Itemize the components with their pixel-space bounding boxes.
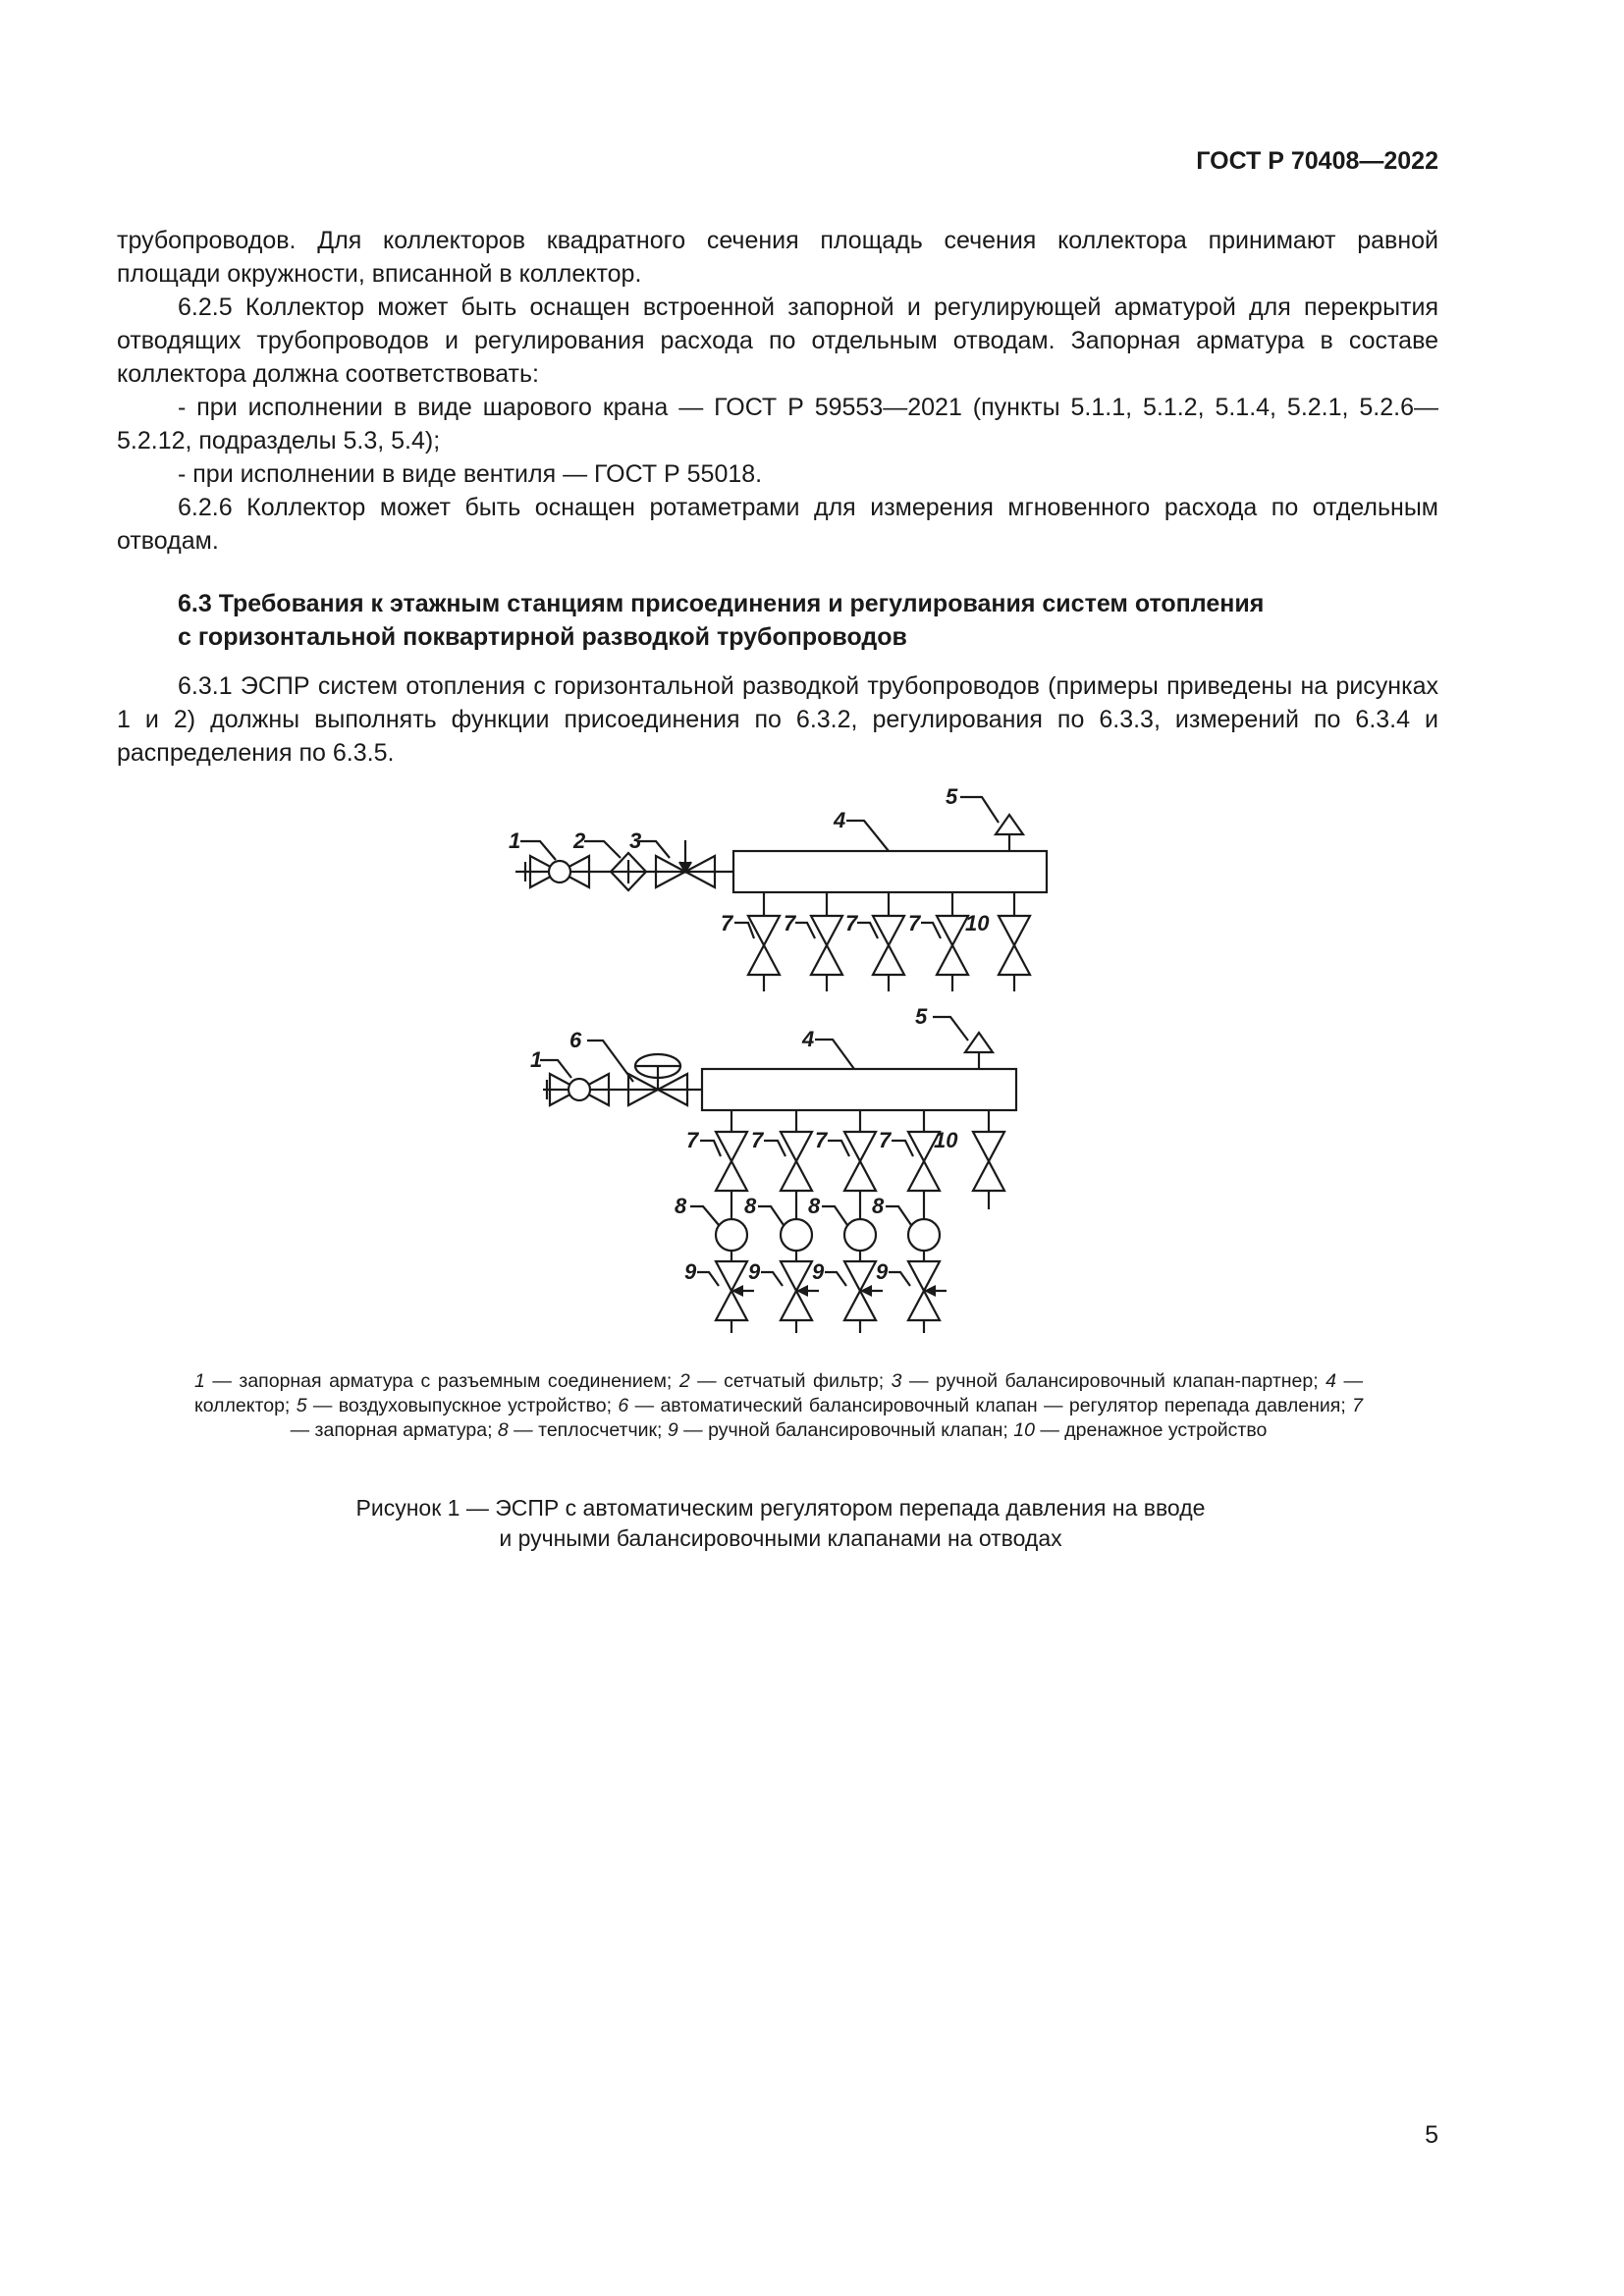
page-number: 5 [1425, 2121, 1438, 2149]
bottom-dp-regulator-diaphragm [635, 1054, 680, 1066]
label-3: 3 [629, 828, 642, 853]
label-7-top-2: 7 [784, 911, 796, 935]
bottom-branch-shutoff-valve-2 [781, 1132, 812, 1191]
legend-item-7: 7 — запорная арматура; [290, 1395, 1363, 1441]
caption-line1: Рисунок 1 — ЭСПР с автоматическим регулятором перепада давления на вводе [355, 1495, 1206, 1521]
label-9-3: 9 [812, 1259, 825, 1284]
bottom-heat-meter-3 [844, 1219, 876, 1251]
legend-item-3: 3 — ручной балансировочный клапан-партнер; [891, 1370, 1326, 1392]
legend-item-1: 1 — запорная арматура с разъемным соединением; [194, 1370, 679, 1392]
paragraph-6-3-1: 6.3.1 ЭСПР систем отопления с горизонтальной разводкой трубопроводов (примеры приведены на рисунках 1 и 2) должны выполнять функции присоединения по 6.3.2, регулирования по 6.3.3, измерений по 6.3.4 и распределения по 6.3.5. [117, 672, 1438, 767]
label-9-4: 9 [876, 1259, 889, 1284]
paragraph-continuation-line1: трубопроводов. Для коллекторов квадратного сечения площадь сечения коллектора принимают равной [117, 227, 1438, 254]
label-7-bottom-3: 7 [815, 1128, 828, 1152]
figure-caption [196, 1493, 1365, 1554]
bottom-air-vent [965, 1033, 993, 1052]
label-9-1: 9 [684, 1259, 697, 1284]
top-branch-valve-1 [748, 916, 780, 975]
bottom-manifold [702, 1069, 1016, 1110]
label-1-bottom: 1 [530, 1047, 543, 1072]
label-6: 6 [569, 1028, 582, 1052]
label-4-bottom: 4 [802, 1027, 815, 1051]
label-4-top: 4 [834, 808, 846, 832]
bottom-branch-shutoff-valve-3 [844, 1132, 876, 1191]
list-item-globe-valve: - при исполнении в виде вентиля — ГОСТ Р 55018. [178, 460, 763, 488]
label-8-4: 8 [872, 1194, 885, 1218]
legend-item-10: 10 — дренажное устройство [1013, 1419, 1268, 1441]
bottom-heat-meter-1 [716, 1219, 747, 1251]
label-5-top: 5 [946, 784, 958, 809]
legend-item-8: 8 — теплосчетчик; [497, 1419, 668, 1441]
legend-item-5: 5 — воздуховыпускное устройство; [296, 1395, 619, 1416]
legend-item-9: 9 — ручной балансировочный клапан; [667, 1419, 1014, 1441]
section-title-line1: 6.3 Требования к этажным станциям присоединения и регулирования систем отопления [178, 590, 1265, 617]
label-7-bottom-2: 7 [751, 1128, 764, 1152]
label-2: 2 [573, 828, 586, 853]
label-7-bottom-1: 7 [686, 1128, 699, 1152]
bottom-branch-shutoff-valve-1 [716, 1132, 747, 1191]
label-10-top: 10 [965, 911, 990, 935]
label-5-bottom: 5 [915, 1004, 928, 1029]
bottom-heat-meter-4 [908, 1219, 940, 1251]
legend-item-2: 2 — сетчатый фильтр; [678, 1370, 892, 1392]
bottom-drain-valve [973, 1132, 1004, 1191]
label-7-bottom-4: 7 [879, 1128, 892, 1152]
label-8-1: 8 [675, 1194, 687, 1218]
legend-item-4: 4 — коллектор; [194, 1370, 1364, 1416]
paragraph-continuation-line2: площади окружности, вписанной в коллектор. [117, 260, 642, 288]
label-8-3: 8 [808, 1194, 821, 1218]
bottom-heat-meter-2 [781, 1219, 812, 1251]
paragraph-6-2-6: 6.2.6 Коллектор может быть оснащен ротаметрами для измерения мгновенного расхода по отдельным отводам. [117, 494, 1438, 555]
top-drain-valve [999, 916, 1030, 975]
document-code-header: ГОСТ Р 70408—2022 [1196, 147, 1438, 175]
paragraph-6-2-5: 6.2.5 Коллектор может быть оснащен встроенной запорной и регулирующей арматурой для перекрытия отводящих трубопроводов и регулирования расхода по отдельным отводам. Запорная арматура в составе коллектора должна соответствовать: [117, 294, 1438, 388]
label-10-bottom: 10 [934, 1128, 958, 1152]
label-8-2: 8 [744, 1194, 757, 1218]
top-branch-valve-2 [811, 916, 842, 975]
top-branch-valve-3 [873, 916, 904, 975]
label-7-top-3: 7 [845, 911, 858, 935]
top-manifold [733, 851, 1047, 892]
label-7-top-1: 7 [721, 911, 733, 935]
list-item-ball-valve: - при исполнении в виде шарового крана — ГОСТ Р 59553—2021 (пункты 5.1.1, 5.1.2, 5.1.4, 5.2.1, 5.2.6—5.2.12, подразделы 5.3, 5.4); [117, 394, 1438, 454]
top-branch-valve-4 [937, 916, 968, 975]
label-9-2: 9 [748, 1259, 761, 1284]
label-7-top-4: 7 [908, 911, 921, 935]
label-1-top: 1 [509, 828, 521, 853]
section-title-line2: с горизонтальной поквартирной разводкой трубопроводов [178, 623, 907, 651]
figure-legend [194, 1369, 1363, 1443]
top-air-vent [996, 815, 1023, 834]
caption-line2: и ручными балансировочными клапанами на отводах [499, 1525, 1062, 1551]
legend-item-6: 6 — автоматический балансировочный клапан — регулятор перепада давления; [618, 1395, 1353, 1416]
